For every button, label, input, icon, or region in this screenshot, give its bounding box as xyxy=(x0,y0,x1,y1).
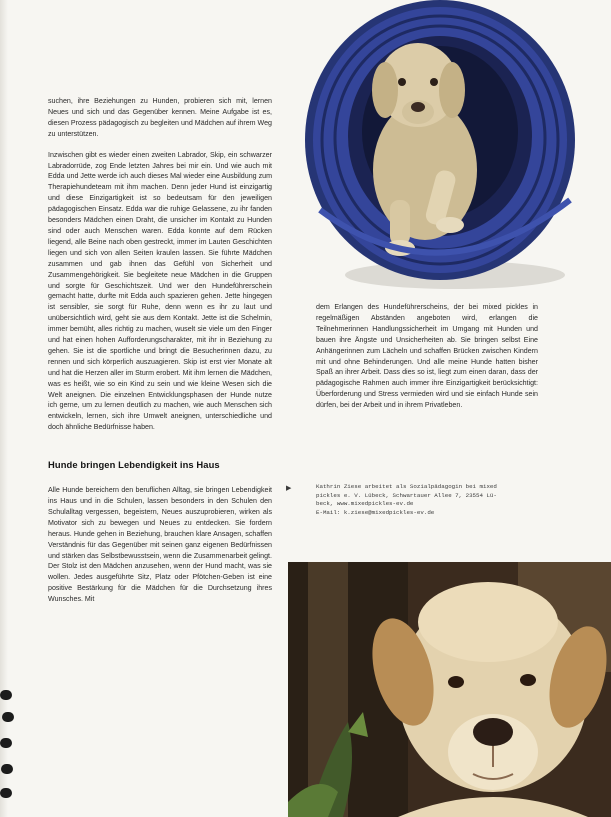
author-note-email[interactable]: E-Mail: k.ziese@mixedpickles-ev.de xyxy=(316,508,435,516)
article-paragraph: suchen, ihre Beziehungen zu Hunden, probieren sich mit, lernen Neues und sich und das Gegenüber kennen. Meine Aufgabe ist es, diesen Prozess pädagogisch zu begleiten und Mädchen auf ihrem Weg zu unterstützen. xyxy=(48,97,272,138)
page-edge-marks xyxy=(0,690,20,800)
article-paragraph: Inzwischen gibt es wieder einen zweiten Labrador, Skip, ein schwarzer Labradorrüde, zog Ende letzten Jahres bei mir ein. Und wie auch mit Edda und Jette werde ich auch dieses Mal wieder eine Ausbildung zum Therapiehundeteam mit ihm machen. Denn jeder Hund ist einzigartig und diese Einzigartigkeit ist so bedeutsam für den jeweiligen pädagogischen Einsatz. Edda war die ruhige Gelassene, zu ihr fanden besonders Mädchen einen Draht, die unsicher im Kontakt zu Hunden sind oder auch Menschen waren. Edda konnte auf dem Rücken liegend, alle Beine nach oben gestreckt, immer im Lauten Geschichten liegen und sich von allen Seiten kraulen lassen. Sie führte Mädchen zusammen und gab ihnen das Gefühl von Sicherheit und Zusammengehörigkeit. Sie begleitete neue Mädchen in die Gruppen und sorgte für Geschichtszeit. Und wer den Hundeführerschein gemacht hatte, durfte mit Edda auch spazieren gehen. Jette hingegen ist sensibler, sie sorgt für Ruhe, denn wenn es ihr zu laut und unübersichtlich wird, geht sie aus dem Kontakt. Jette ist die Schelmin, immer bemüht, alles richtig zu machen, wuselt sie viele um den Finger und hat einen hohen Aufforderungscharakter, mit ihr in Beziehung zu gehen. Sie ist die sportliche und bringt die Besucherinnen dazu, zu rennen und sich körperlich auszuagieren. Skip ist erst vier Monate alt und hat die Herzen aller im Sturm erobert. Mit ihm lernen die Mädchen, was es heißt, wie so ein Kind zu sein und wie kleine Wesen sich die Welt aneignen. Die einzelnen Entwicklungsphasen der Hunde nutze ich gerne, um zu lernen deutlich zu machen, wie auch Menschen sich entwickeln, lernen, sich ihre Umwelt aneignen, unterschiedliche und doch ähnliche Bedürfnisse haben. xyxy=(48,150,272,432)
section-heading: Hunde bringen Lebendigkeit ins Haus xyxy=(48,459,220,471)
article-left-column xyxy=(48,96,272,615)
labrador-portrait-photo xyxy=(288,562,611,817)
article-paragraph: Alle Hunde bereichern den beruflichen Alltag, sie bringen Lebendigkeit ins Haus und in die Schulen, lassen besonders in den Schulen den Schulalltag vergessen, begeistern, Neues auszuprobieren, wirken als Motivator sich zu bewegen und Neues zu entdecken. Sie fordern heraus. Hunde gehen in Beziehung, brauchen klare Ansagen, schaffen Verständnis für das Gegenüber mit seinen ganz eigenen Bedürfnissen und stärken das Selbstbewusstsein, wenn die Zusammenarbeit gelingt. Der Stolz ist den Mädchen anzusehen, wenn der Hund macht, was sie wollen. Jedes ausgeführte Sitz, Platz oder Pfötchen-Geben ist eine positive Bestärkung für die Mädchen für die Durchsetzung ihres Wunsches. Mit xyxy=(48,486,272,604)
article-right-column xyxy=(316,302,538,411)
author-note-link[interactable]: beck, www.mixedpickles-ev.de xyxy=(316,500,414,508)
dog-in-blue-tunnel-photo xyxy=(290,0,611,300)
note-arrow-icon: ▶ xyxy=(286,485,292,492)
author-note-line: Kathrin Ziese arbeitet als Sozialpädagogin bei mixed xyxy=(316,483,497,490)
author-note xyxy=(316,483,536,517)
article-paragraph: dem Erlangen des Hundeführerscheins, der bei mixed pickles in regelmäßigen Abständen angeboten wird, erlangen die Teilnehmerinnen Handlungssicherheit im Umgang mit Hunden und bauen ihre Ängste und Unsicherheiten ab. Sie bringen selbst Eine Anhängerinnen zum Lächeln und schaffen Brücken zwischen Kindern mit und ohne Behinderungen. Und alle meine Hunde hatten bisher Spaß an ihrer Arbeit. Dass dies so ist, liegt zum einen daran, dass der pädagogische Rahmen auch immer ihre Einzigartigkeit berücksichtigt: Überforderung und Stress vermieden wird und sie einfach Hunde sein dürfen, bei der Arbeit und in ihrem Privatleben. xyxy=(316,303,538,410)
author-note-line: pickles e. V. Lübeck, Schwartauer Allee 7, 23554 Lü- xyxy=(316,491,497,499)
